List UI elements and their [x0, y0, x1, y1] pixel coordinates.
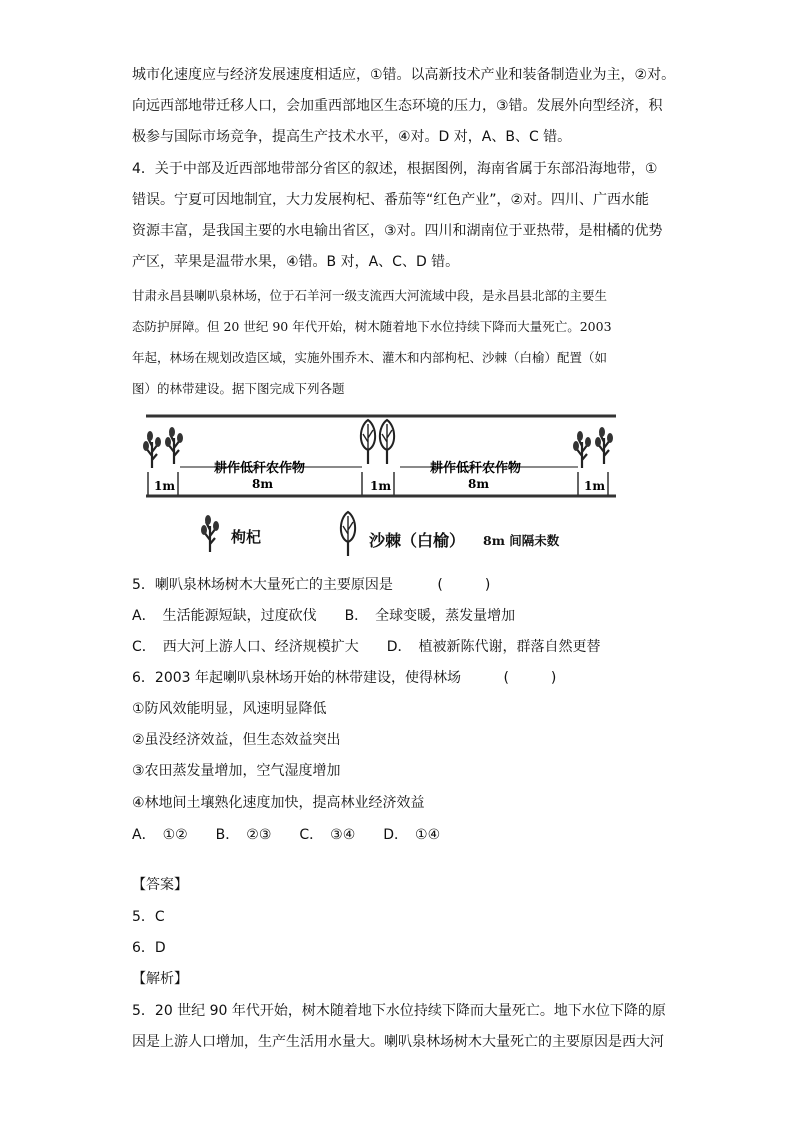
- crop-label: 耕作低秆农作物: [214, 461, 306, 476]
- gouqi-plant-icon: [165, 427, 183, 464]
- width-label-1m: 1m: [370, 479, 392, 493]
- text-line: 向远西部地带迁移人口，会加重西部地区生态环境的压力，③错。发展外向型经济，积: [132, 98, 663, 114]
- shaji-tree-icon: [380, 420, 394, 464]
- crop-label: 耕作低秆农作物: [430, 461, 522, 476]
- answer-item: 6．D: [132, 940, 166, 956]
- analysis-line: 因是上游人口增加，生产生活用水量大。喇叭泉林场树木大量死亡的主要原因是西大河: [132, 1034, 664, 1050]
- answer-heading: 【答案】: [132, 877, 188, 893]
- gouqi-legend-icon: [197, 514, 223, 554]
- gouqi-plant-icon: [595, 427, 613, 464]
- shaji-legend-icon: [335, 510, 361, 558]
- intro-paragraph: [132, 60, 676, 153]
- q6-item: ②虽没经济效益，但生态效益突出: [132, 732, 341, 748]
- text-line: 城市化速度应与经济发展速度相适应，①错。以高新技术产业和装备制造业为主，②对。: [132, 67, 676, 83]
- q6-options-row: A． ①② B． ②③ C． ③④ D． ①④: [132, 827, 441, 843]
- q5-options-row: A． 生活能源短缺，过度砍伐 B． 全球变暖，蒸发量增加: [132, 608, 516, 624]
- text-line: 甘肃永昌县喇叭泉林场，位于石羊河一级支流西大河流域中段，是永昌县北部的主要生: [132, 288, 608, 303]
- text-line: 4．关于中部及近西部地带部分省区的叙述，根据图例，海南省属于东部沿海地带，①: [132, 161, 658, 177]
- width-label-1m: 1m: [154, 479, 176, 493]
- q4-explanation: [132, 154, 662, 278]
- text-line: 产区，苹果是温带水果，④错。B 对，A、C、D 错。: [132, 254, 460, 270]
- answer-bracket: ( ): [437, 577, 491, 593]
- gouqi-plant-icon: [573, 431, 591, 468]
- text-line: 图）的林带建设。据下图完成下列各题: [132, 381, 345, 396]
- analysis-line: 5．20 世纪 90 年代开始，树木随着地下水位持续下降而大量死亡。地下水位下降的原: [132, 1003, 666, 1019]
- text-line: 错误。宁夏可因地制宜，大力发展枸杞、番茄等“红色产业”，②对。四川、广西水能: [132, 192, 650, 208]
- text-line: 年起，林场在规划改造区域，实施外围乔木、灌木和内部枸杞、沙棘（白榆）配置（如: [132, 350, 608, 365]
- question-text: 5．喇叭泉林场树木大量死亡的主要原因是: [132, 577, 393, 593]
- q5-options-row: C． 西大河上游人口、经济规模扩大 D． 植被新陈代谢，群落自然更替: [132, 639, 601, 655]
- text-line: 资源丰富，是我国主要的水电输出省区，③对。四川和湖南位于亚热带，是柑橘的优势: [132, 223, 663, 239]
- analysis-heading: 【解析】: [132, 971, 188, 987]
- question-text: 6．2003 年起喇叭泉林场开始的林带建设，使得林场: [132, 670, 461, 686]
- q6-item: ④林地间土壤熟化速度加快，提高林业经济效益: [132, 795, 425, 811]
- shaji-tree-icon: [361, 420, 375, 464]
- width-label-8m: 8m: [468, 477, 490, 491]
- text-line: 态防护屏障。但 20 世纪 90 年代开始，树木随着地下水位持续下降而大量死亡。2003: [132, 319, 612, 334]
- width-label-8m: 8m: [252, 477, 274, 491]
- answer-bracket: ( ): [503, 670, 557, 686]
- width-label-1m: 1m: [584, 479, 606, 493]
- gouqi-plant-icon: [143, 431, 161, 468]
- q5-stem: [132, 570, 490, 601]
- q6-item: ①防风效能明显，风速明显降低: [132, 701, 327, 717]
- legend-shaji-label: 沙棘（白榆）: [369, 531, 466, 550]
- q6-item: ③农田蒸发量增加，空气湿度增加: [132, 763, 341, 779]
- answer-item: 5．C: [132, 909, 165, 925]
- q6-stem: [132, 663, 556, 694]
- text-line: 极参与国际市场竞争，提高生产技术水平，④对。D 对，A、B、C 错。: [132, 129, 572, 145]
- legend-note: 8m 间隔未数: [483, 533, 560, 548]
- legend-gouqi-label: 枸杞: [231, 528, 262, 546]
- figure-legend: [195, 514, 615, 554]
- material-paragraph: [132, 280, 662, 404]
